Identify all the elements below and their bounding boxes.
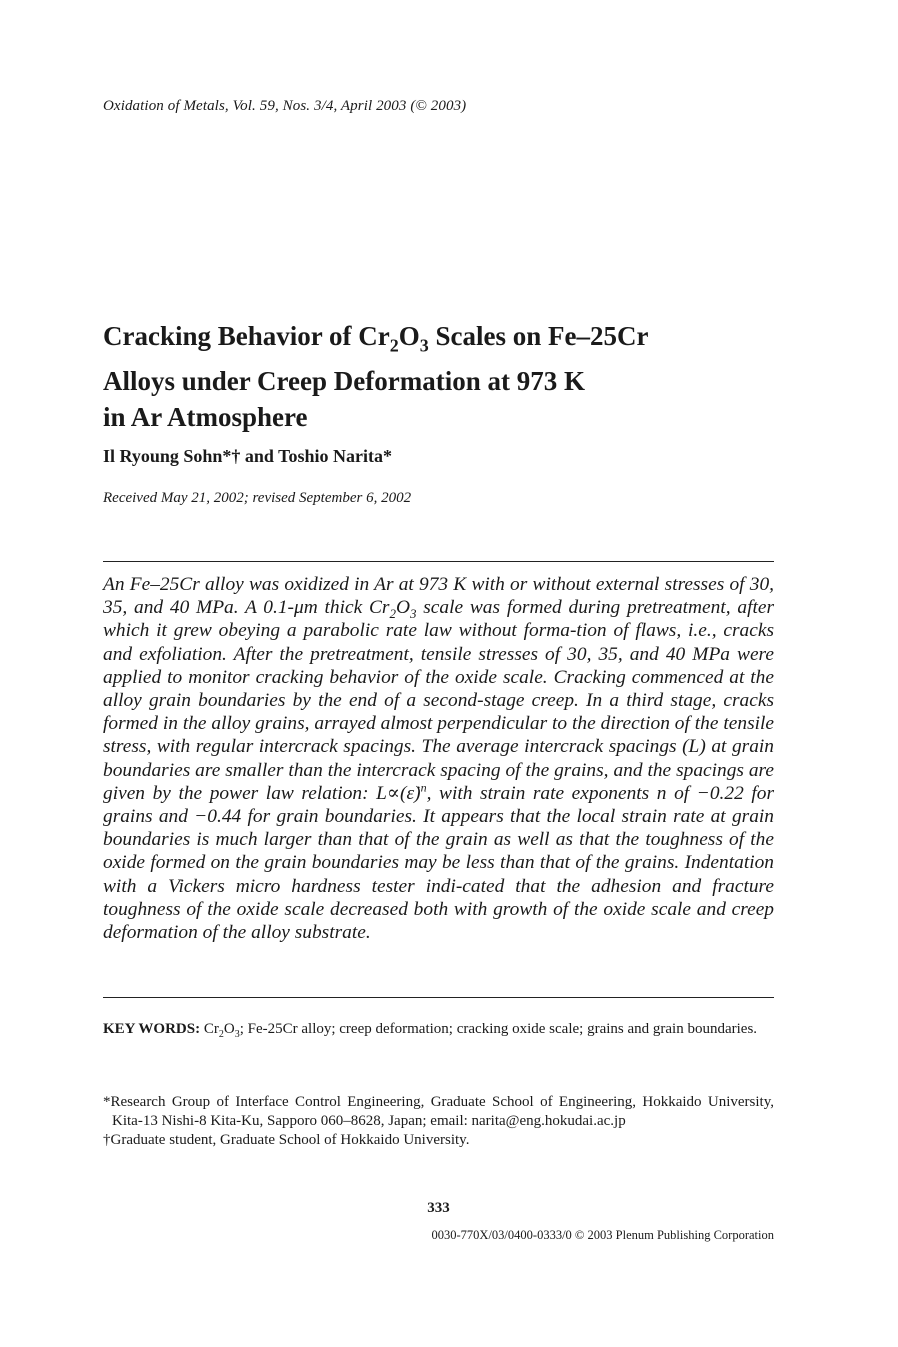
key-words: KEY WORDS: $Cr_2O_3$; Fe-25Cr alloy; creep deformation; cracking oxide scale; grains and grain boundaries. bbox=[103, 1021, 758, 1040]
received-dates: Received May 21, 2002; revised September 6, 2002 bbox=[103, 490, 412, 506]
footnote-student: †Graduate student, Graduate School of Hokkaido University. bbox=[103, 1132, 470, 1148]
author-list: Il Ryoung Sohn*† and Toshio Narita* bbox=[103, 446, 392, 466]
abstract-top-rule bbox=[103, 561, 774, 562]
key-words-label: KEY WORDS: bbox=[103, 1021, 201, 1037]
title-line-3: in Ar Atmosphere bbox=[103, 402, 308, 433]
title-line-1: Cracking Behavior of $Cr_2O_3$ Scales on Fe–25Cr bbox=[103, 321, 649, 356]
abstract-bottom-rule bbox=[103, 997, 774, 998]
paper-page bbox=[103, 0, 774, 1347]
abstract: An Fe–25Cr alloy was oxidized in Ar at 973 K with or without external stresses of 30, 35, and 40 MPa. A 0.1-μm thick $Cr_2O_3$ scale was formed during pretreatment, after which it grew obeying a parabolic rate law without forma-tion of flaws, i.e., cracks and exfoliation. After the pretreatment, tensile stresses of 30, 35, and 40 MPa were applied to monitor cracking behavior of the oxide scale. Cracking commenced at the alloy grain boundaries by the end of a second-stage creep. In a third stage, cracks formed in the alloy grains, arrayed almost perpendicular to the direction of the tensile stress, with regular intercrack spacings. The average intercrack spacings (L) at grain boundaries are smaller than the intercrack spacing of the grains, and the spacings are given by the power law relation: L∝(ε̇)$^n$, with strain rate exponents n of −0.22 for grains and −0.44 for grain boundaries. It appears that the local strain rate at grain boundaries is much larger than that of the grain as well as that the toughness of the oxide formed on the grain boundaries may be less than that of the grains. Indentation with a Vickers micro hardness tester indi-cated that the adhesion and fracture toughness of the oxide scale decreased both with growth of the oxide scale and creep deformation of the alloy substrate. bbox=[103, 574, 774, 944]
article-title bbox=[103, 318, 774, 435]
footnote-affiliation: *Research Group of Interface Control Engineering, Graduate School of Engineering, Hokkaido University, Kita-13 Nishi-8 Kita-Ku, Sapporo 060–8628, Japan; email: narita@eng.hokudai.ac.jp bbox=[103, 1094, 774, 1129]
title-line-2: Alloys under Creep Deformation at 973 K bbox=[103, 366, 585, 397]
page-number: 333 bbox=[427, 1200, 450, 1216]
copyright-line: 0030-770X/03/0400-0333/0 © 2003 Plenum Publishing Corporation bbox=[431, 1228, 774, 1242]
journal-citation: Oxidation of Metals, Vol. 59, Nos. 3/4, April 2003 (© 2003) bbox=[103, 98, 467, 114]
footnotes bbox=[103, 1093, 774, 1150]
